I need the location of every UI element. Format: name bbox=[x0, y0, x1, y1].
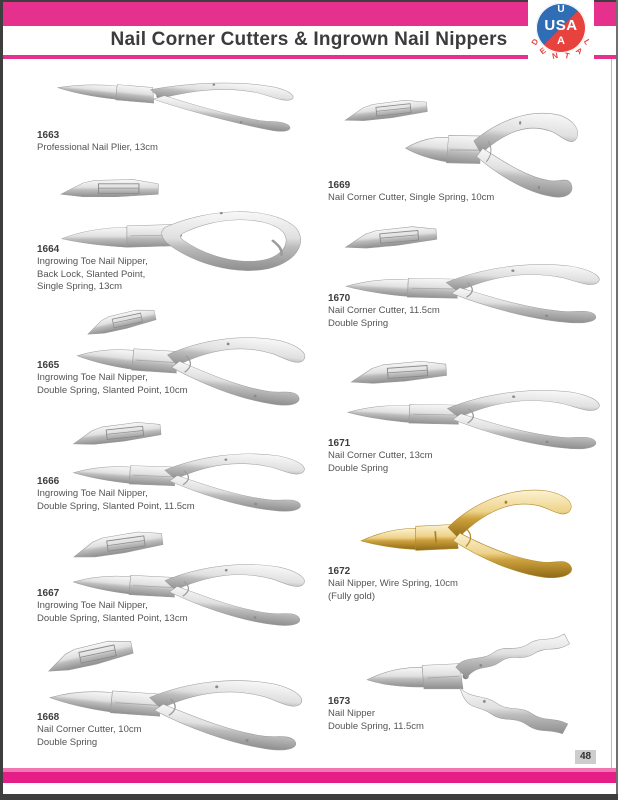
product-caption bbox=[37, 129, 327, 155]
product-caption-line: Ingrowing Toe Nail Nipper, bbox=[37, 600, 148, 611]
product-caption-line: Double Spring, Slanted Point, 13cm bbox=[37, 612, 188, 624]
header-underline bbox=[3, 55, 616, 59]
product-caption-line: Double Spring bbox=[328, 462, 389, 474]
product-caption-line: Double Spring, Slanted Point, 11.5cm bbox=[37, 500, 195, 512]
product-number: 1673 bbox=[328, 696, 351, 707]
logo-text-top: U bbox=[557, 4, 565, 15]
product-caption bbox=[328, 437, 618, 475]
product-number: 1663 bbox=[37, 130, 60, 141]
product-caption-line: Ingrowing Toe Nail Nipper, bbox=[37, 372, 148, 383]
product-caption-line: Double Spring bbox=[328, 317, 389, 329]
product-caption-line: Single Spring, 13cm bbox=[37, 281, 123, 292]
page-title: Nail Corner Cutters & Ingrown Nail Nippers bbox=[110, 29, 508, 50]
product-number: 1668 bbox=[37, 712, 60, 723]
product-caption bbox=[37, 359, 327, 397]
product-caption bbox=[328, 179, 618, 205]
product-caption-line: Nail Corner Cutter, 11.5cm bbox=[328, 305, 440, 316]
footer-pink-band bbox=[3, 772, 616, 783]
logo-arc-letter: E bbox=[538, 46, 549, 57]
logo-arc bbox=[528, 0, 594, 73]
logo-text-bottom: A bbox=[557, 35, 565, 47]
page-edge-top bbox=[0, 0, 618, 2]
logo-arc-letter: L bbox=[581, 37, 593, 47]
product-caption-line: (Fully gold) bbox=[328, 590, 375, 602]
product-caption-line: Nail Nipper, Wire Spring, 10cm bbox=[328, 578, 458, 589]
product-caption-line: Back Lock, Slanted Point, bbox=[37, 268, 146, 280]
page-edge-bottom bbox=[0, 794, 618, 800]
product-caption bbox=[37, 711, 327, 749]
product-caption-line: Ingrowing Toe Nail Nipper, bbox=[37, 256, 148, 267]
product-number: 1670 bbox=[328, 293, 351, 304]
product-caption bbox=[37, 243, 327, 294]
product-caption-line: Double Spring, 11.5cm bbox=[328, 720, 424, 732]
product-caption-line: Ingrowing Toe Nail Nipper, bbox=[37, 488, 148, 499]
header-title-row bbox=[0, 29, 618, 51]
product-caption bbox=[328, 292, 618, 330]
product-caption-line: Nail Corner Cutter, Single Spring, 10cm bbox=[328, 192, 495, 203]
product-caption-line: Nail Corner Cutter, 13cm bbox=[328, 450, 433, 461]
product-caption bbox=[37, 587, 327, 625]
product-caption-line: Professional Nail Plier, 13cm bbox=[37, 142, 158, 153]
product-number: 1669 bbox=[328, 180, 351, 191]
product-number: 1666 bbox=[37, 476, 60, 487]
logo-arc-letter: N bbox=[550, 51, 559, 62]
page-edge-left bbox=[0, 0, 3, 800]
product-number: 1665 bbox=[37, 360, 60, 371]
product-caption bbox=[328, 695, 618, 733]
product-caption-line: Double Spring, Slanted Point, 10cm bbox=[37, 384, 188, 396]
logo-arc-letter: D bbox=[529, 37, 541, 47]
product-number: 1667 bbox=[37, 588, 60, 599]
page-right-hairline bbox=[611, 58, 612, 768]
header-pink-band bbox=[3, 2, 616, 26]
product-number: 1664 bbox=[37, 244, 60, 255]
product-number: 1671 bbox=[328, 438, 351, 449]
usa-dental-logo bbox=[528, 0, 594, 73]
product-caption-line: Double Spring bbox=[37, 736, 98, 748]
logo-text-middle: USA bbox=[544, 17, 578, 34]
page-number: 48 bbox=[575, 750, 596, 764]
logo-arc-letter: A bbox=[573, 45, 584, 57]
product-caption-line: Nail Nipper bbox=[328, 708, 375, 719]
logo-arc-letter: T bbox=[563, 51, 571, 62]
product-caption bbox=[37, 475, 327, 513]
product-caption bbox=[328, 565, 618, 603]
product-number: 1672 bbox=[328, 566, 351, 577]
product-caption-line: Nail Corner Cutter, 10cm bbox=[37, 724, 142, 735]
